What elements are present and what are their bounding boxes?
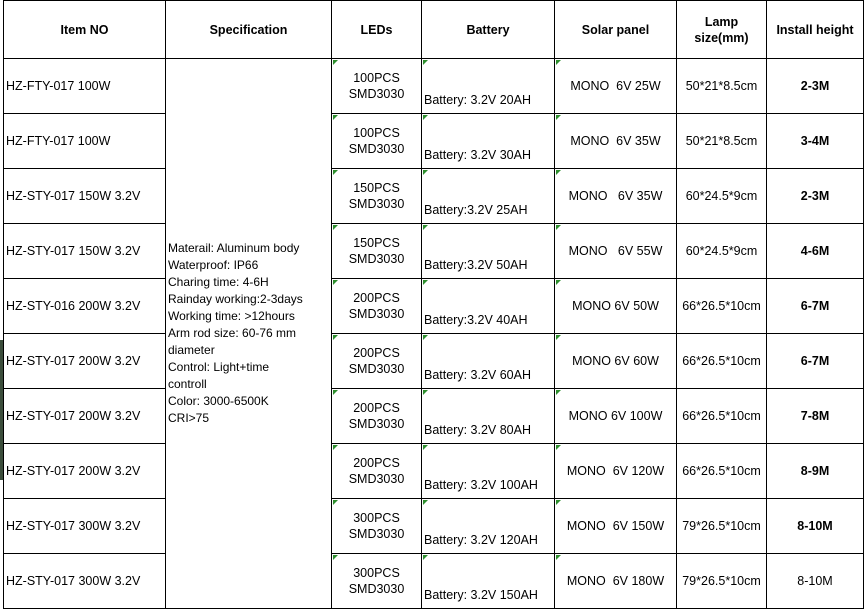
lamp-size-cell: 79*26.5*10cm [677, 554, 767, 609]
battery-cell: Battery: 3.2V 120AH [422, 499, 555, 554]
install-height-cell: 4-6M [767, 224, 864, 279]
header-specification: Specification [166, 1, 332, 59]
install-height-cell: 2-3M [767, 169, 864, 224]
spec-line: Working time: >12hours [168, 309, 295, 323]
solar-panel-cell: MONO 6V 55W [555, 224, 677, 279]
install-height-cell: 3-4M [767, 114, 864, 169]
table-row [4, 114, 864, 169]
leds-type: SMD3030 [348, 527, 405, 541]
table-row [4, 444, 864, 499]
install-height-cell: 6-7M [767, 334, 864, 389]
solar-panel-cell: MONO 6V 100W [555, 389, 677, 444]
table-row [4, 224, 864, 279]
install-height-cell: 8-10M [767, 554, 864, 609]
leds-cell [332, 334, 422, 389]
item-no-cell: HZ-STY-017 150W 3.2V [4, 169, 166, 224]
leds-count: 150PCS [353, 236, 400, 250]
solar-panel-cell: MONO 6V 35W [555, 169, 677, 224]
header-row [4, 1, 864, 59]
table-row [4, 279, 864, 334]
lamp-size-cell: 79*26.5*10cm [677, 499, 767, 554]
leds-count: 150PCS [353, 181, 400, 195]
spec-line: Waterproof: IP66 [168, 258, 259, 272]
spec-line: Charing time: 4-6H [168, 275, 269, 289]
leds-count: 300PCS [353, 511, 400, 525]
leds-type: SMD3030 [348, 197, 405, 211]
header-battery: Battery [422, 1, 555, 59]
lamp-size-cell: 66*26.5*10cm [677, 389, 767, 444]
header-leds: LEDs [332, 1, 422, 59]
table-row [4, 499, 864, 554]
spec-line: Materail: Aluminum body [168, 241, 300, 255]
item-no-cell: HZ-STY-017 300W 3.2V [4, 554, 166, 609]
leds-cell [332, 389, 422, 444]
solar-panel-cell: MONO 6V 50W [555, 279, 677, 334]
leds-count: 200PCS [353, 291, 400, 305]
battery-cell: Battery: 3.2V 100AH [422, 444, 555, 499]
spec-line: CRI>75 [168, 411, 210, 425]
install-height-cell: 7-8M [767, 389, 864, 444]
item-no-cell: HZ-STY-017 200W 3.2V [4, 444, 166, 499]
leds-type: SMD3030 [348, 472, 405, 486]
lamp-size-cell: 66*26.5*10cm [677, 444, 767, 499]
table-row [4, 59, 864, 114]
table-row [4, 334, 864, 389]
leds-count: 200PCS [353, 456, 400, 470]
battery-cell: Battery: 3.2V 30AH [422, 114, 555, 169]
lamp-size-cell: 50*21*8.5cm [677, 59, 767, 114]
leds-cell [332, 499, 422, 554]
leds-type: SMD3030 [348, 362, 405, 376]
item-no-cell: HZ-STY-017 150W 3.2V [4, 224, 166, 279]
specification-cell [166, 59, 332, 609]
lamp-size-cell: 60*24.5*9cm [677, 169, 767, 224]
product-spec-table [3, 0, 864, 609]
battery-cell: Battery:3.2V 40AH [422, 279, 555, 334]
table-row [4, 389, 864, 444]
battery-cell: Battery: 3.2V 150AH [422, 554, 555, 609]
install-height-cell: 8-9M [767, 444, 864, 499]
leds-type: SMD3030 [348, 417, 405, 431]
install-height-cell: 8-10M [767, 499, 864, 554]
solar-panel-cell: MONO 6V 60W [555, 334, 677, 389]
solar-panel-cell: MONO 6V 120W [555, 444, 677, 499]
battery-cell: Battery: 3.2V 60AH [422, 334, 555, 389]
lamp-size-cell: 50*21*8.5cm [677, 114, 767, 169]
solar-panel-cell: MONO 6V 35W [555, 114, 677, 169]
lamp-size-cell: 60*24.5*9cm [677, 224, 767, 279]
spec-table-container [3, 0, 864, 609]
spec-line: Color: 3000-6500K [168, 394, 269, 408]
leds-cell [332, 444, 422, 499]
item-no-cell: HZ-STY-017 200W 3.2V [4, 389, 166, 444]
leds-count: 100PCS [353, 126, 400, 140]
install-height-cell: 2-3M [767, 59, 864, 114]
leds-type: SMD3030 [348, 142, 405, 156]
leds-type: SMD3030 [348, 582, 405, 596]
solar-panel-cell: MONO 6V 180W [555, 554, 677, 609]
leds-count: 200PCS [353, 401, 400, 415]
header-lamp-size: Lamp size(mm) [677, 1, 767, 59]
battery-cell: Battery:3.2V 25AH [422, 169, 555, 224]
table-row [4, 169, 864, 224]
item-no-cell: HZ-STY-017 300W 3.2V [4, 499, 166, 554]
leds-type: SMD3030 [348, 307, 405, 321]
header-solar-panel: Solar panel [555, 1, 677, 59]
table-body [4, 59, 864, 609]
header-item-no: Item NO [4, 1, 166, 59]
leds-count: 300PCS [353, 566, 400, 580]
battery-cell: Battery: 3.2V 20AH [422, 59, 555, 114]
leds-cell [332, 114, 422, 169]
leds-cell [332, 224, 422, 279]
leds-cell [332, 169, 422, 224]
spec-line: Control: Light+time [168, 360, 270, 374]
spec-line: Arm rod size: 60-76 mm [168, 326, 297, 340]
item-no-cell: HZ-STY-016 200W 3.2V [4, 279, 166, 334]
lamp-size-cell: 66*26.5*10cm [677, 334, 767, 389]
spec-line: diameter [168, 343, 215, 357]
item-no-cell: HZ-FTY-017 100W [4, 59, 166, 114]
item-no-cell: HZ-STY-017 200W 3.2V [4, 334, 166, 389]
header-install-height: Install height [767, 1, 864, 59]
spec-line: controll [168, 377, 207, 391]
battery-cell: Battery:3.2V 50AH [422, 224, 555, 279]
leds-count: 200PCS [353, 346, 400, 360]
leds-type: SMD3030 [348, 252, 405, 266]
leds-type: SMD3030 [348, 87, 405, 101]
battery-cell: Battery: 3.2V 80AH [422, 389, 555, 444]
solar-panel-cell: MONO 6V 25W [555, 59, 677, 114]
lamp-size-cell: 66*26.5*10cm [677, 279, 767, 334]
solar-panel-cell: MONO 6V 150W [555, 499, 677, 554]
install-height-cell: 6-7M [767, 279, 864, 334]
item-no-cell: HZ-FTY-017 100W [4, 114, 166, 169]
leds-count: 100PCS [353, 71, 400, 85]
spec-line: Rainday working:2-3days [168, 292, 303, 306]
leds-cell [332, 279, 422, 334]
leds-cell [332, 59, 422, 114]
